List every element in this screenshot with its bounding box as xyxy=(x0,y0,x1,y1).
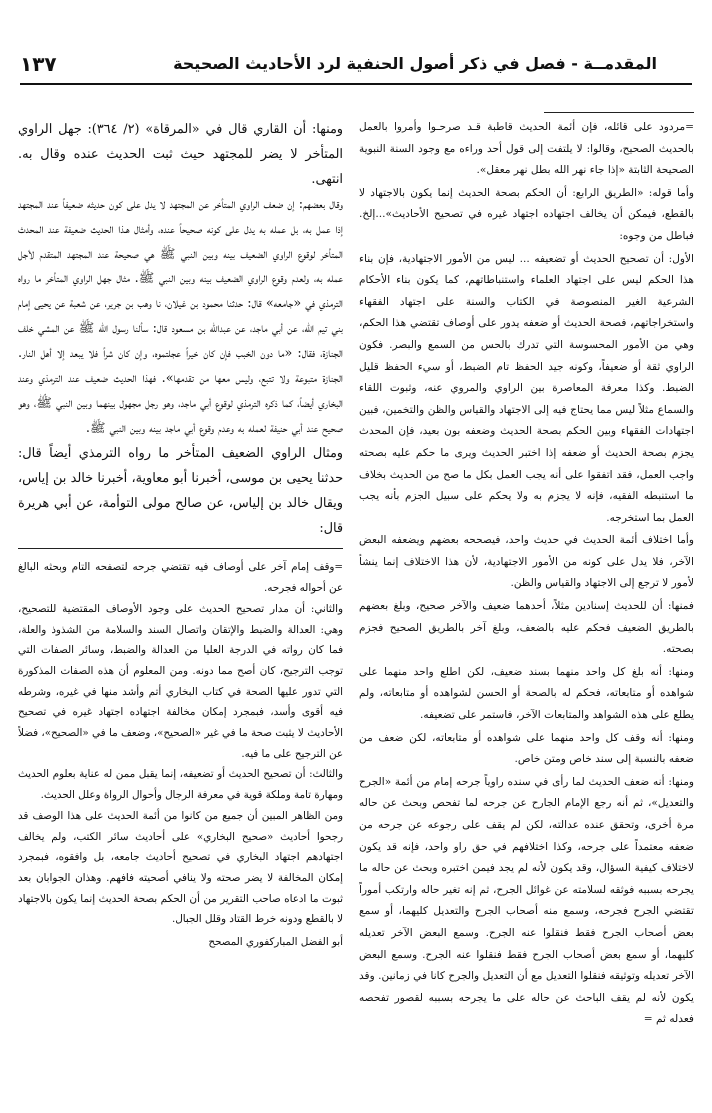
footnote-paragraph: فمنها: أن للحديث إسنادين مثلاً، أحدهما ضعيف والآخر صحيح، وبلغ بعضهم بالطريق الضعيف فحكم عليه بالضعف، وبلغ آخر بالطريق الصحيح فجزم بصحته. xyxy=(359,600,694,656)
body-paragraph: وقال بعضهم: إن ضعف الراوي المتأخر عن المجتهد لا يدل على كون حديثه ضعيفاً عند المجتهد إذا عمل به، بل عمله به يدل على كونه صحيحاً عنده، وأمثال هـذا الحديث ضعيفة عند المحدث المتأخر لوقوع الراوي الضعيف بينه وبين النبي ﷺ هي صحيحة عند المجتهد المتقدم لأجل عمله به، ولعدم وقوع الراوي الضعيف بينه وبين النبي ﷺ. مثال جهل الراوي المتأخر ما رواه الترمذي في «جامعه» قال: حدثنا محمود بن غيلان، نا وهب بن جرير، عن شعبة عن يحيى إمام بني تيم الله، عن أبي ماجد، عن عبدالله بن مسعود قال: سألنا رسول الله ﷺ عن المشي خلف الجنازة، فقال: «ما دون الخبب فإن كان خيراً عجلتموه، وإن كان شراً فلا يبعد إلا أهل النار. الجنازة متبوعة ولا تتبع، وليس معها من تقدمها». فهذا الحديث ضعيف عند الترمذي وعند البخاري أيضاً، كما ذكره الترمذي لوقوع أبي ماجد، وهو رجل مجهول بينهما وبين النبي ﷺ، وهو صحيح عند أبي حنيفة لعمله به وعدم وقوع أبي ماجد بينه وبين النبي ﷺ. xyxy=(18,196,343,436)
page-header xyxy=(20,50,692,82)
body-paragraph: ومنها: أن القاري قال في «المرقاة» (٢/ ٣٦٤): جهل الراوي المتأخر لا يضر للمجتهد حيث ثبت الحديث عنده وقال به. انتهى. xyxy=(18,122,343,187)
footnote-paragraph: =وقف إمام آخر على أوصاف فيه تقتضي جرحه لتصفحه التام وبحثه البالغ عن أحواله فجرحه. xyxy=(18,561,343,595)
footnote-paragraph: ومنها: أنه ضعف الحديث لما رأى في سنده راوياً جرحه إمام من أئمة «الجرح والتعديل»، ثم أنه رجع الإمام الجارح عن جرحه لما تفحص وبحث عن حاله مرة أخرى، وتحقق عنده عدالته، لكن لم يقف على رجوعه عن جرحه من ضعفه معتمداً على جرحه، وكذا اختلافهم في حق راو واحد، فإنه قد يكون لاختلاف كيفية السؤال، وقد يكون لأنه لم يجد فيمن اختبره وبحث عن حاله ما يجرحه بسببه فوثقه لسلامته عن غوائل الجرح، ثم إنه تغير حاله وارتكب أموراً تقتضي الجرح فجرحه، وسمع منه أصحاب الجرح والتعديل كليهما، أو سمع بعض أصحاب الجرح فقط فنقلوا عنه الجرح. وسمع البعض الآخر تعديله كليهما، أو سمع بعض أصحاب الجرح فقط فنقلوا عنه الجرح. وسمع البعض الآخر تعديله وتوثيقه فنقلوا التعديل مع أن التعديل والجرح كانا في زمانين. وقد يكون لأنه لم يقف الباحث عن حاله على ما يجرحه بسببه لقصور تفحصه فعدله ثم = xyxy=(359,775,694,1026)
footnote-paragraph: وأما اختلاف أئمة الحديث في حديث واحد، فيصححه بعضهم ويضعفه البعض الآخر، فلا يدل على كونه من الأمور الاجتهادية، لأن هذا الاختلاف إنما ينشأ لأمور لا ترجع إلى الاجتهاد والقياس والظن. xyxy=(359,534,694,590)
signature: أبو الفضل المباركفوري المصحح xyxy=(208,936,343,949)
footnote-paragraph: والثاني: أن مدار تصحيح الحديث على وجود الأوصاف المقتضية للتصحيح، وهي: العدالة والضبط والإتقان واتصال السند والسلامة من الشذوذ والعلة، فما كان رواته في الدرجة العليا من العدالة والضبط، وسائر الصفات التي توجب الترجيح، كان أصح مما دونه. ومن المعلوم أن هذه الصفات المذكورة التي تدور عليها الصحة في كتاب البخاري أتم وأشد منها في غيره، وشرطه فيه أقوى وأسد، فبمجرد إمكان مخالفة اجتهاده اجتهاد غيره في تصحيح الأحاديث لا يثبت صحة ما في غير «الصحيح»، وضعف ما في «الصحيح»، فضلاً عن الترجيح على ما فيه. xyxy=(18,602,343,760)
footnote-paragraph: ومن الظاهر المبين أن جميع من كانوا من أئمة الحديث على هذا الوصف قد رجحوا أحاديث «صحيح البخاري» على أحاديث سائر الكتب، ولم يخالف اجتهادهم اجتهاد البخاري في تصحيح أحاديث جامعه، بل وافقوه، فبمجرد إمكان المخالفة لا يضر صحته ولا ينافي أصحيته فافهم. وهذان الجوابان بعد ثبوت ما ادعاه صاحب التقرير من أن الحكم بصحة الحديث إنما يكون بالاجتهاد لا بالقطع ودونه خرط القتاد وقلل الجبال. xyxy=(18,809,343,926)
footnote-paragraph: ومنها: أنه وقف كل واحد منهما على شواهده أو متابعاته، لكن ضعف من ضعفه بالنسبة إلى سند خاص ومتن خاص. xyxy=(359,731,694,766)
footnote-paragraph: الأول: أن تصحيح الحديث أو تضعيفه ... ليس من الأمور الاجتهادية، فإن بناء هذا الحكم ليس على اجتهاد العلماء واستنباطاتهم، كما يكون بناء الأحكام الشرعية الغير المنصوصة في الكتاب والسنة على اجتهاد الفقهاء واستخراجاتهم، فصحة الحديث أو ضعفه يدور على أوصاف تقتضي هذا الحكم، وهي من الأمور المحسوسة التي تدرك بالحس من السمع والبصر. فكون الراوي ثقة أو ضعيفاً، وكونه جيد الحفظ تام الضبط، أو سيء الحفظ قليل الضبط. وكذا معرفة المعاصرة بين الراوي والمروي عنه، وثبوت اللقاء والسماع مثلاً ليس مما يحتاج فيه إلى الاجتهاد والقياس والظن والتخمين، فبين اجتهادات الفقهاء وبين الحكم بصحة الحديث وضعفه بون بعيد، فإن المحدث يجزم بصحة الحديث أو ضعفه إذا اختبر الحديث ويرى ما حكم عليه بصحته واجب العمل، فقد اتفقوا على أنه يجب العمل بكل ما صح من الحديث بخلاف ما استنبطه الفقيه، فإنه لا يجزم به ولا يحكم على سبيل الجزم بأنه يجب العمل بما استخرجه. xyxy=(359,252,694,524)
main-text xyxy=(18,118,343,541)
footnote-separator xyxy=(18,548,343,549)
body-paragraph: ومثال الراوي الضعيف المتأخر ما رواه الترمذي أيضاً قال: حدثنا يحيى بن موسى، أخبرنا أبو معاوية، أخبرنا خالد بن إياس، ويقال خالد بن إلياس، عن صالح مولى التوأمة، عن أبي هريرة قال: xyxy=(18,445,343,536)
footnote-paragraph: وأما قوله: «الطريق الرابع: أن الحكم بصحة الحديث إنما يكون بالاجتهاد لا بالقطع، فيمكن أن يخالف اجتهاده اجتهاد غيره في تصحيح الأحاديث»...إلخ. فباطل من وجوه: xyxy=(359,186,694,242)
footnote-paragraph: والثالث: أن تصحيح الحديث أو تضعيفه، إنما يقبل ممن له عناية بعلوم الحديث ومهارة تامة وملكة قوية في معرفة الرجال وأحوال الرواة وعلل الحديث. xyxy=(18,768,343,802)
footnote-paragraph: ومنها: أنه بلغ كل واحد منهما بسند ضعيف، لكن اطلع واحد منهما على شواهده أو متابعاته، فحكم له بالصحة أو الحسن لشواهده أو متابعاته، ولم يطلع على هذه الشواهد والمتابعات الآخر، فاستمر على تضعيفه. xyxy=(359,665,694,722)
footnotes xyxy=(18,557,343,952)
header-rule xyxy=(20,83,692,85)
left-column xyxy=(18,118,343,953)
footnote-rule xyxy=(544,112,694,113)
footnote-paragraph: =مردود على قائله، فإن أئمة الحديث قاطبة قـد صرحـوا وأمروا بالعمل بالحديث الصحيح، وقالوا: لا يلتفت إلى قول أحد وراءه مع وجود السنة النبوية الصحيحة الثابتة «إذا جاء نهر الله بطل نهر معقل». xyxy=(359,121,694,177)
page-number: ١٣٧ xyxy=(20,52,57,76)
running-title: المقدمــة - فصل في ذكر أصول الحنفية لرد الأحاديث الصحيحة xyxy=(173,54,657,73)
right-column-footnotes xyxy=(359,112,694,1032)
